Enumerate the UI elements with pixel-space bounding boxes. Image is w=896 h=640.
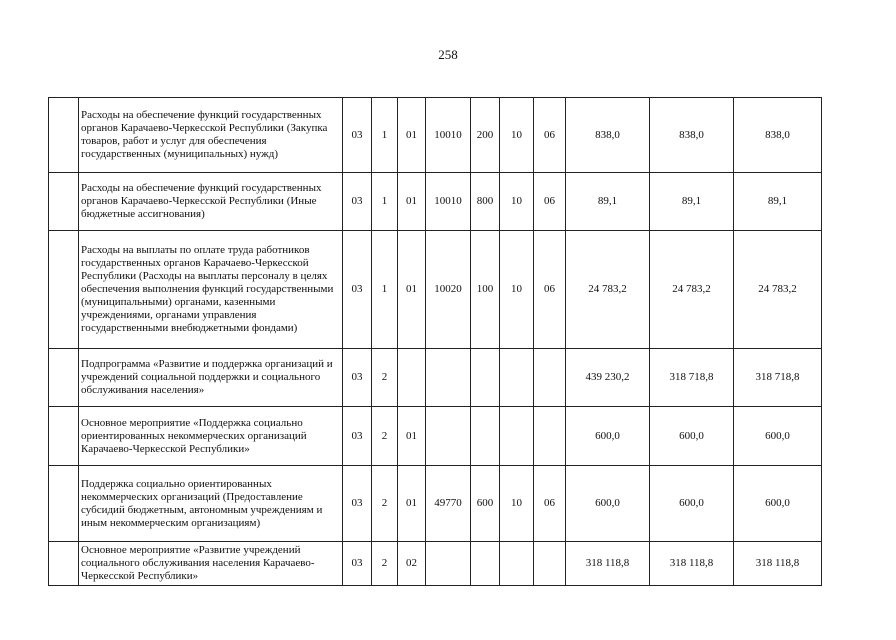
code-7: 06 (534, 173, 566, 231)
row-name: Подпрограмма «Развитие и поддержка организаций и учреждений социальной поддержки и социального обслуживания населения» (79, 349, 343, 407)
code-5: 100 (471, 231, 500, 349)
row-name: Расходы на обеспечение функций государственных органов Карачаево-Черкесской Республики (Закупка товаров, работ и услуг для обеспечения государственных (муниципальных) нужд) (79, 98, 343, 173)
row-name: Поддержка социально ориентированных некоммерческих организаций (Предоставление субсидий бюджетным, автономным учреждениям и иным некоммерческим организациям) (79, 466, 343, 542)
code-6: 10 (500, 466, 534, 542)
code-6 (500, 349, 534, 407)
code-5: 600 (471, 466, 500, 542)
code-3: 01 (398, 466, 426, 542)
code-5 (471, 542, 500, 586)
code-2: 2 (372, 407, 398, 466)
budget-table (48, 97, 822, 586)
code-6: 10 (500, 231, 534, 349)
code-2: 2 (372, 466, 398, 542)
code-6: 10 (500, 173, 534, 231)
code-2: 1 (372, 98, 398, 173)
amount-2: 838,0 (650, 98, 734, 173)
code-3: 01 (398, 407, 426, 466)
amount-3: 318 718,8 (734, 349, 822, 407)
amount-2: 600,0 (650, 466, 734, 542)
code-1: 03 (343, 231, 372, 349)
table-row (49, 349, 822, 407)
amount-2: 318 118,8 (650, 542, 734, 586)
code-3: 01 (398, 173, 426, 231)
row-blank-cell (49, 466, 79, 542)
code-7 (534, 542, 566, 586)
table-row (49, 542, 822, 586)
code-6 (500, 407, 534, 466)
code-1: 03 (343, 542, 372, 586)
row-blank-cell (49, 542, 79, 586)
code-7 (534, 349, 566, 407)
table-row (49, 231, 822, 349)
amount-3: 600,0 (734, 407, 822, 466)
amount-3: 89,1 (734, 173, 822, 231)
code-3: 02 (398, 542, 426, 586)
table-row (49, 466, 822, 542)
amount-3: 24 783,2 (734, 231, 822, 349)
table-row (49, 98, 822, 173)
code-4: 49770 (426, 466, 471, 542)
code-7 (534, 407, 566, 466)
code-2: 2 (372, 349, 398, 407)
amount-1: 838,0 (566, 98, 650, 173)
code-2: 2 (372, 542, 398, 586)
code-4: 10010 (426, 173, 471, 231)
code-1: 03 (343, 349, 372, 407)
table-row (49, 407, 822, 466)
code-4 (426, 542, 471, 586)
code-4 (426, 407, 471, 466)
amount-1: 318 118,8 (566, 542, 650, 586)
code-6: 10 (500, 98, 534, 173)
code-2: 1 (372, 231, 398, 349)
row-blank-cell (49, 407, 79, 466)
amount-1: 600,0 (566, 466, 650, 542)
amount-1: 24 783,2 (566, 231, 650, 349)
row-blank-cell (49, 231, 79, 349)
code-4: 10020 (426, 231, 471, 349)
code-7: 06 (534, 466, 566, 542)
code-1: 03 (343, 466, 372, 542)
code-4: 10010 (426, 98, 471, 173)
code-1: 03 (343, 173, 372, 231)
code-3 (398, 349, 426, 407)
code-3: 01 (398, 231, 426, 349)
code-3: 01 (398, 98, 426, 173)
table-row (49, 173, 822, 231)
code-5 (471, 349, 500, 407)
amount-3: 318 118,8 (734, 542, 822, 586)
code-2: 1 (372, 173, 398, 231)
code-4 (426, 349, 471, 407)
amount-2: 318 718,8 (650, 349, 734, 407)
amount-2: 89,1 (650, 173, 734, 231)
code-7: 06 (534, 231, 566, 349)
row-blank-cell (49, 98, 79, 173)
code-5: 200 (471, 98, 500, 173)
page-number: 258 (438, 47, 458, 62)
row-name: Расходы на обеспечение функций государственных органов Карачаево-Черкесской Республики (Иные бюджетные ассигнования) (79, 173, 343, 231)
amount-1: 89,1 (566, 173, 650, 231)
row-name: Расходы на выплаты по оплате труда работников государственных органов Карачаево-Черкесской Республики (Расходы на выплаты персоналу в целях обеспечения выполнения функций государственными (муниципальными) органами, казенными учреждениями, органами управления государственными внебюджетными фондами) (79, 231, 343, 349)
amount-3: 600,0 (734, 466, 822, 542)
amount-3: 838,0 (734, 98, 822, 173)
code-6 (500, 542, 534, 586)
code-7: 06 (534, 98, 566, 173)
code-1: 03 (343, 407, 372, 466)
code-1: 03 (343, 98, 372, 173)
amount-2: 24 783,2 (650, 231, 734, 349)
amount-1: 439 230,2 (566, 349, 650, 407)
amount-1: 600,0 (566, 407, 650, 466)
row-blank-cell (49, 349, 79, 407)
row-name: Основное мероприятие «Поддержка социально ориентированных некоммерческих организаций Карачаево-Черкесской Республики» (79, 407, 343, 466)
code-5 (471, 407, 500, 466)
code-5: 800 (471, 173, 500, 231)
amount-2: 600,0 (650, 407, 734, 466)
row-name: Основное мероприятие «Развитие учреждений социального обслуживания населения Карачаево-Черкесской Республики» (79, 542, 343, 586)
row-blank-cell (49, 173, 79, 231)
